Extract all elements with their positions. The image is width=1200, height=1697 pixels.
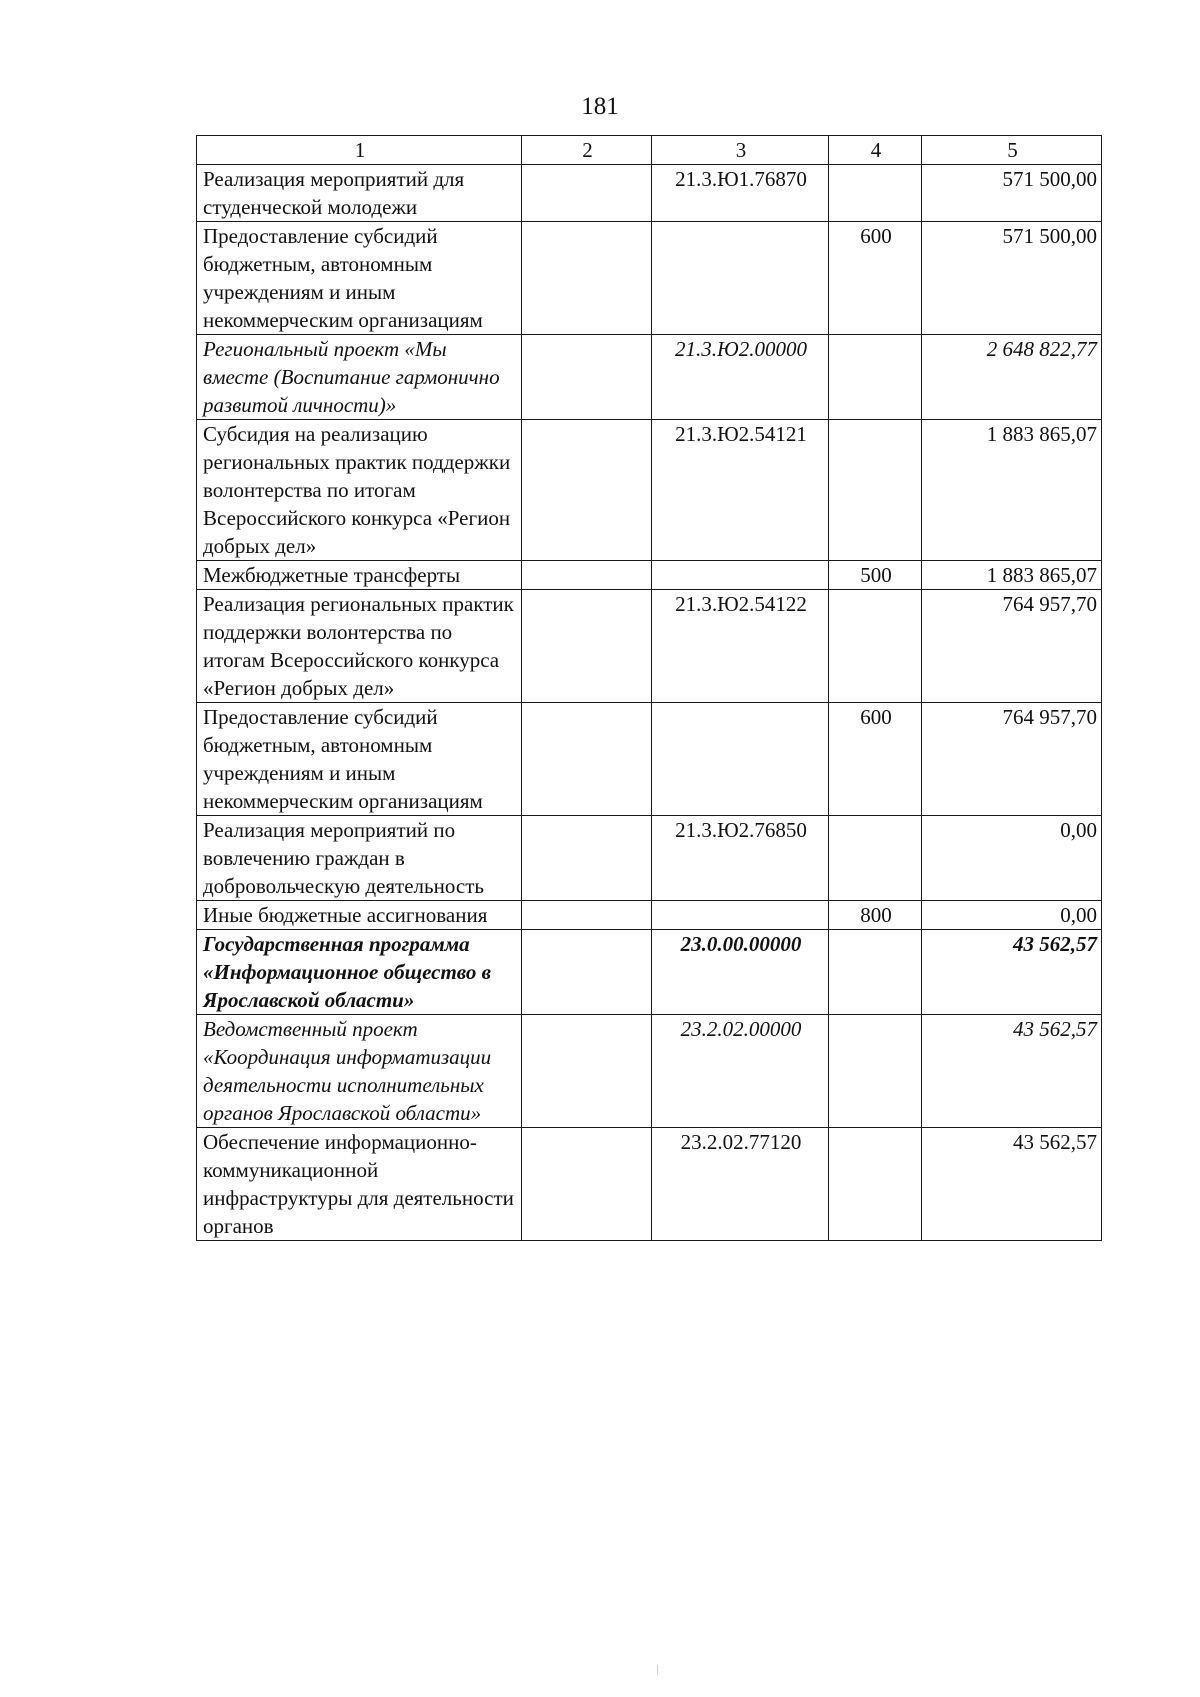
row-expense-type-cell [829, 590, 922, 703]
table-row [197, 561, 1102, 590]
row-name-cell: Субсидия на реализацию региональных практик поддержки волонтерства по итогам Всероссийского конкурса «Регион добрых дел» [197, 420, 522, 561]
row-code-cell: 21.3.Ю2.54122 [652, 590, 829, 703]
header-col-3: 3 [652, 136, 829, 165]
row-name-cell: Предоставление субсидий бюджетным, автономным учреждениям и иным некоммерческим организациям [197, 222, 522, 335]
row-expense-type-cell [829, 335, 922, 420]
row-code-cell: 21.3.Ю1.76870 [652, 165, 829, 222]
table-row [197, 420, 1102, 561]
row-expense-type-cell [829, 1015, 922, 1128]
row-sum-cell: 43 562,57 [922, 1128, 1102, 1241]
row-expense-type-cell: 500 [829, 561, 922, 590]
row-name-cell: Обеспечение информационно-коммуникационной инфраструктуры для деятельности органов [197, 1128, 522, 1241]
row-expense-type-cell [829, 930, 922, 1015]
row-code-cell: 21.3.Ю2.54121 [652, 420, 829, 561]
header-col-5: 5 [922, 136, 1102, 165]
row-col2-cell [522, 703, 652, 816]
row-name-cell: Межбюджетные трансферты [197, 561, 522, 590]
row-col2-cell [522, 816, 652, 901]
table-row [197, 930, 1102, 1015]
table-row [197, 590, 1102, 703]
table-row [197, 165, 1102, 222]
row-sum-cell: 43 562,57 [922, 1015, 1102, 1128]
row-sum-cell: 764 957,70 [922, 703, 1102, 816]
row-expense-type-cell [829, 1128, 922, 1241]
table-row [197, 335, 1102, 420]
table-row [197, 901, 1102, 930]
row-col2-cell [522, 222, 652, 335]
row-name-cell: Реализация мероприятий для студенческой молодежи [197, 165, 522, 222]
header-col-1: 1 [197, 136, 522, 165]
row-code-cell: 21.3.Ю2.00000 [652, 335, 829, 420]
header-col-4: 4 [829, 136, 922, 165]
row-col2-cell [522, 335, 652, 420]
row-col2-cell [522, 561, 652, 590]
row-expense-type-cell: 600 [829, 222, 922, 335]
row-code-cell [652, 561, 829, 590]
row-code-cell [652, 901, 829, 930]
row-name-cell: Региональный проект «Мы вместе (Воспитание гармонично развитой личности)» [197, 335, 522, 420]
table-row [197, 222, 1102, 335]
row-col2-cell [522, 1128, 652, 1241]
row-col2-cell [522, 901, 652, 930]
row-expense-type-cell: 800 [829, 901, 922, 930]
scan-artifact [657, 1665, 658, 1675]
table-header-row [197, 136, 1102, 165]
row-sum-cell: 1 883 865,07 [922, 420, 1102, 561]
row-col2-cell [522, 420, 652, 561]
row-expense-type-cell [829, 420, 922, 561]
row-sum-cell: 0,00 [922, 816, 1102, 901]
row-sum-cell: 0,00 [922, 901, 1102, 930]
row-code-cell: 23.2.02.00000 [652, 1015, 829, 1128]
row-code-cell: 23.0.00.00000 [652, 930, 829, 1015]
row-col2-cell [522, 590, 652, 703]
row-expense-type-cell [829, 816, 922, 901]
row-sum-cell: 764 957,70 [922, 590, 1102, 703]
page-number: 181 [581, 93, 619, 120]
row-sum-cell: 2 648 822,77 [922, 335, 1102, 420]
row-code-cell [652, 703, 829, 816]
row-code-cell: 23.2.02.77120 [652, 1128, 829, 1241]
table-row [197, 703, 1102, 816]
row-col2-cell [522, 1015, 652, 1128]
row-expense-type-cell [829, 165, 922, 222]
row-name-cell: Ведомственный проект «Координация информатизации деятельности исполнительных органов Ярославской области» [197, 1015, 522, 1128]
header-col-2: 2 [522, 136, 652, 165]
row-sum-cell: 1 883 865,07 [922, 561, 1102, 590]
row-col2-cell [522, 930, 652, 1015]
row-col2-cell [522, 165, 652, 222]
table-row [197, 1015, 1102, 1128]
row-code-cell: 21.3.Ю2.76850 [652, 816, 829, 901]
row-name-cell: Предоставление субсидий бюджетным, автономным учреждениям и иным некоммерческим организациям [197, 703, 522, 816]
row-code-cell [652, 222, 829, 335]
row-sum-cell: 43 562,57 [922, 930, 1102, 1015]
row-expense-type-cell: 600 [829, 703, 922, 816]
row-name-cell: Реализация региональных практик поддержки волонтерства по итогам Всероссийского конкурса «Регион добрых дел» [197, 590, 522, 703]
table-body [197, 165, 1102, 1241]
table-row [197, 1128, 1102, 1241]
table-row [197, 816, 1102, 901]
row-name-cell: Иные бюджетные ассигнования [197, 901, 522, 930]
budget-table [196, 135, 1102, 1241]
row-sum-cell: 571 500,00 [922, 165, 1102, 222]
row-name-cell: Государственная программа «Информационное общество в Ярославской области» [197, 930, 522, 1015]
row-sum-cell: 571 500,00 [922, 222, 1102, 335]
row-name-cell: Реализация мероприятий по вовлечению граждан в добровольческую деятельность [197, 816, 522, 901]
